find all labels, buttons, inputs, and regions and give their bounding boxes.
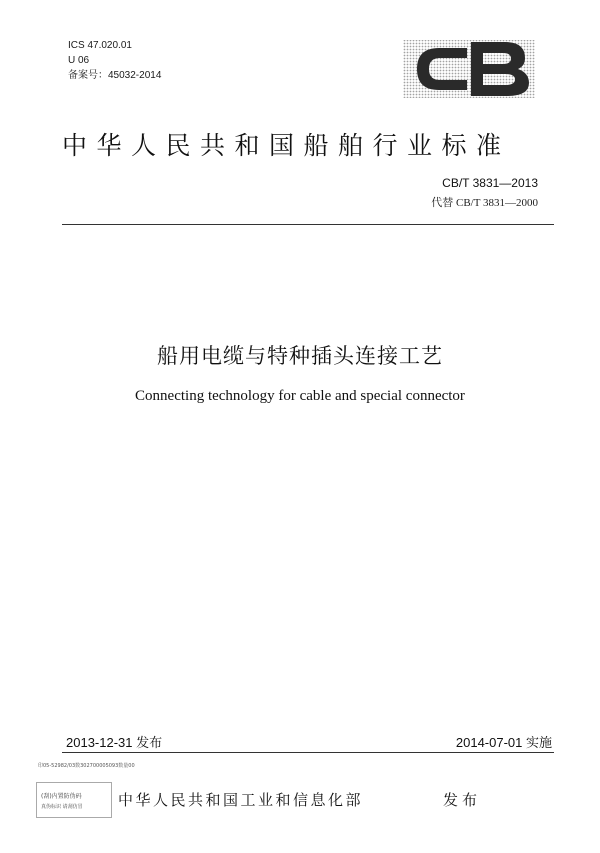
replaces-standard: 代替 CB/T 3831—2000 [431, 197, 538, 209]
ics-code: ICS 47.020.01 [68, 40, 132, 51]
issuing-authority: 中华人民共和国工业和信息化部 [118, 791, 364, 809]
filing-number: 备案号：45032-2014 [68, 70, 162, 81]
class-code: U 06 [68, 55, 90, 66]
issue-label: 发布 [443, 791, 482, 809]
document-title-en: Connecting technology for cable and special connector [135, 388, 465, 404]
cb-logo [403, 36, 535, 102]
print-note: 印05-52982/03数302700005093数量00 [38, 763, 135, 769]
seal-line-1: (刮)内置防伪码 [41, 793, 82, 800]
document-title-cn: 船用电缆与特种插头连接工艺 [157, 344, 443, 368]
seal-line-2: 真伪标识 请刮仿冒 [41, 804, 83, 810]
publish-date: 2013-12-31 发布 [66, 735, 163, 750]
standard-number: CB/T 3831—2013 [442, 176, 538, 190]
bottom-divider [62, 752, 554, 753]
catalog-title: 中华人民共和国船舶行业标准 [62, 131, 511, 160]
top-divider [62, 224, 554, 225]
classification-block [68, 38, 161, 83]
anti-counterfeit-seal [36, 782, 112, 818]
effective-date: 2014-07-01 实施 [455, 735, 552, 750]
